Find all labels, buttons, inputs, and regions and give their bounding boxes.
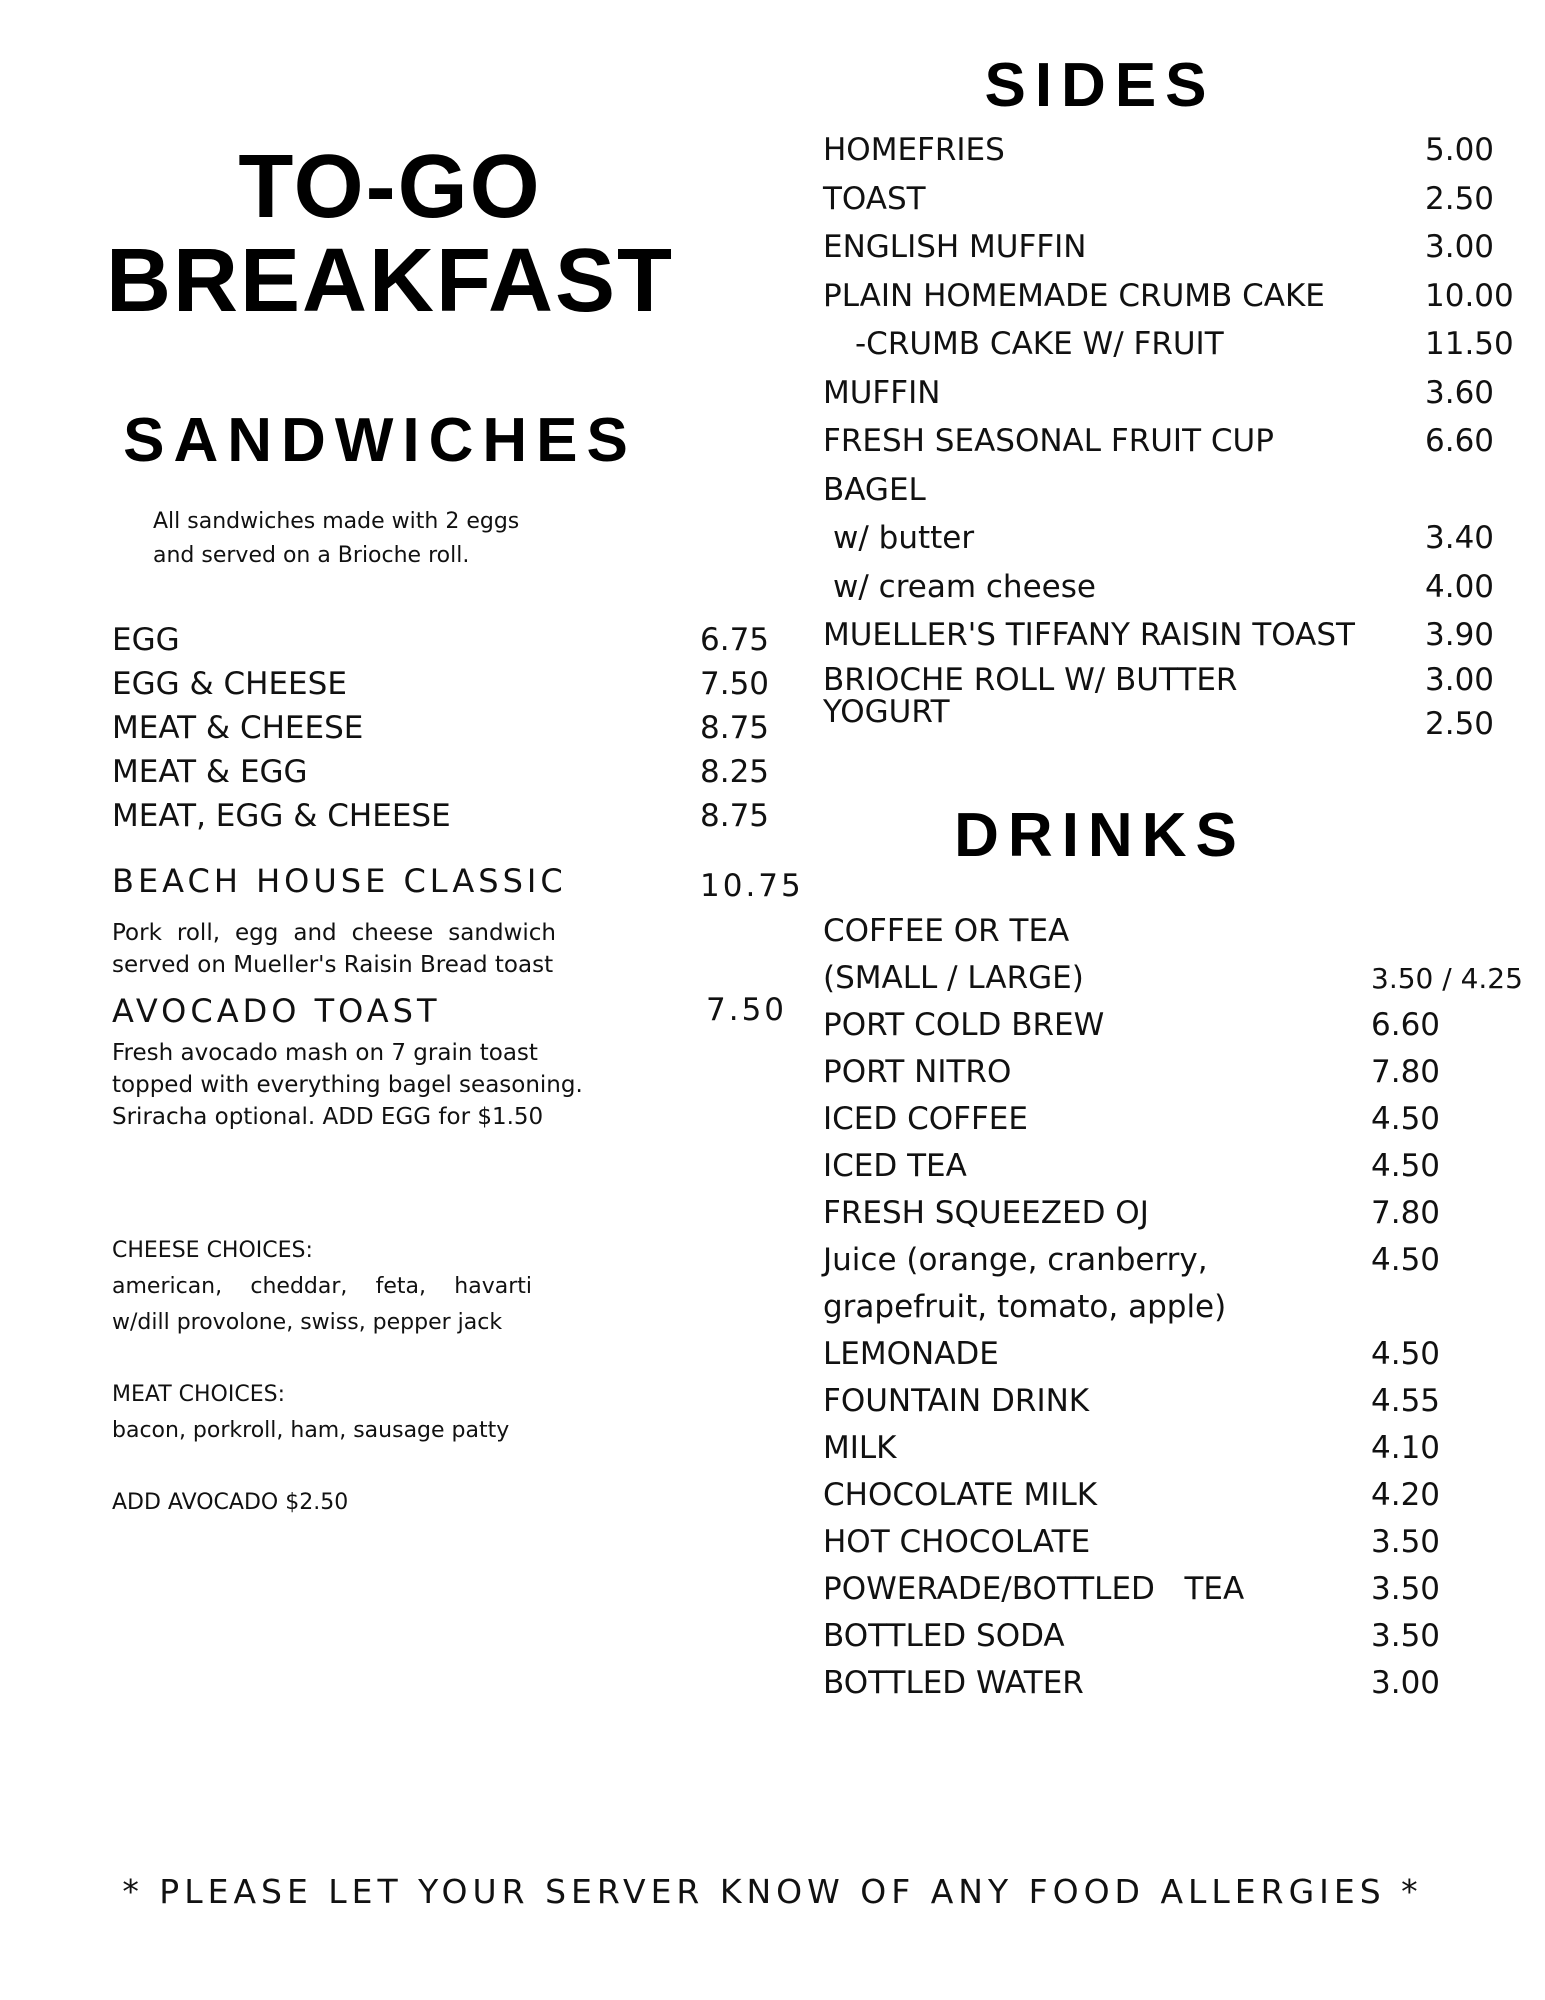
menu-item [823, 1566, 1543, 1613]
avocado-toast-name: AVOCADO TOAST [112, 992, 441, 1030]
item-price: 4.10 [1371, 1430, 1441, 1466]
menu-item [823, 908, 1543, 955]
drinks-list [823, 908, 1543, 1707]
item-price: 3.50 / 4.25 [1371, 962, 1523, 995]
item-name: PLAIN HOMEMADE CRUMB CAKE [823, 277, 1325, 314]
item-price: 4.00 [1425, 568, 1495, 605]
item-name: FOUNTAIN DRINK [823, 1383, 1090, 1419]
menu-item [823, 563, 1543, 612]
menu-item [823, 1002, 1543, 1049]
menu-item [823, 466, 1543, 515]
item-name: EGG & CHEESE [112, 666, 347, 702]
avocado-toast-description [112, 1037, 632, 1133]
item-name: BOTTLED WATER [823, 1665, 1084, 1701]
beach-house-name: BEACH HOUSE CLASSIC [112, 862, 567, 900]
menu-item [823, 369, 1543, 418]
item-name: MUFFIN [823, 374, 941, 411]
item-price: 3.00 [1371, 1665, 1441, 1701]
item-name: POWERADE/BOTTLED TEA [823, 1571, 1245, 1607]
menu-title-line2: BREAKFAST [105, 231, 675, 331]
menu-item [823, 320, 1543, 369]
avocado-desc-line1: Fresh avocado mash on 7 grain toast [112, 1040, 538, 1066]
item-price: 4.50 [1371, 1336, 1441, 1372]
avocado-desc-line2: topped with everything bagel seasoning. [112, 1072, 583, 1098]
meat-choices-label: MEAT CHOICES: [112, 1382, 286, 1407]
menu-item [823, 1425, 1543, 1472]
item-price: 8.75 [700, 710, 770, 746]
menu-item [823, 175, 1543, 224]
item-price: 8.25 [700, 754, 770, 790]
item-price: 6.60 [1425, 423, 1495, 459]
item-price: 3.40 [1425, 520, 1495, 556]
item-name: BOTTLED SODA [823, 1618, 1065, 1654]
item-name: Juice (orange, cranberry, [823, 1242, 1208, 1278]
avocado-toast-price: 7.50 [706, 992, 788, 1028]
item-name: ENGLISH MUFFIN [823, 229, 1087, 265]
menu-item [823, 1190, 1543, 1237]
item-price: 5.00 [1425, 132, 1495, 168]
menu-title [80, 137, 700, 331]
item-price: 7.50 [700, 666, 770, 702]
drinks-heading: DRINKS [954, 801, 1246, 870]
menu-item [112, 794, 792, 838]
item-name: HOT CHOCOLATE [823, 1524, 1091, 1560]
menu-item [823, 955, 1543, 1002]
item-name: LEMONADE [823, 1336, 999, 1372]
menu-item [823, 126, 1543, 175]
menu-item [823, 660, 1543, 698]
item-price: 4.50 [1371, 1148, 1441, 1184]
item-name: TOAST [823, 180, 926, 217]
cheese-choices-label: CHEESE CHOICES: [112, 1238, 313, 1263]
item-price: 6.75 [700, 622, 770, 658]
item-name: PORT NITRO [823, 1054, 1012, 1090]
menu-item [112, 750, 792, 794]
item-name: YOGURT [823, 693, 950, 730]
menu-title-line1: TO-GO [238, 137, 542, 237]
item-name: -CRUMB CAKE W/ FRUIT [855, 326, 1224, 362]
item-price: 8.75 [700, 798, 770, 834]
menu-item [823, 1472, 1543, 1519]
allergy-notice: * PLEASE LET YOUR SERVER KNOW OF ANY FOOD ALLERGIES * [122, 1872, 1423, 1911]
item-price: 4.20 [1371, 1477, 1441, 1513]
sides-list [823, 126, 1543, 742]
beach-house-price: 10.75 [700, 868, 804, 904]
menu-item [112, 662, 792, 706]
spacer [112, 1341, 532, 1377]
item-price: 3.60 [1425, 374, 1495, 411]
item-name: ICED TEA [823, 1148, 967, 1184]
menu-item [823, 1519, 1543, 1566]
item-price: 4.55 [1371, 1383, 1441, 1419]
item-price: 4.50 [1371, 1242, 1441, 1278]
item-name: MUELLER'S TIFFANY RAISIN TOAST [823, 617, 1355, 653]
sandwiches-heading: SANDWICHES [123, 406, 637, 475]
item-name: PORT COLD BREW [823, 1007, 1105, 1043]
item-name: FRESH SEASONAL FRUIT CUP [823, 423, 1274, 459]
sides-heading: SIDES [984, 51, 1216, 120]
beach-house-description: Pork roll, egg and cheese sandwich served on Mueller's Raisin Bread toast [112, 920, 556, 978]
item-name: ICED COFFEE [823, 1101, 1028, 1137]
menu-item [823, 611, 1543, 660]
item-name: MEAT, EGG & CHEESE [112, 798, 451, 834]
item-name: COFFEE OR TEA [823, 913, 1070, 949]
sandwiches-list [112, 618, 792, 838]
meat-choices-text: bacon, porkroll, ham, sausage patty [112, 1418, 510, 1443]
item-price: 4.50 [1371, 1101, 1441, 1137]
item-name: MEAT & CHEESE [112, 710, 364, 746]
item-name: CHOCOLATE MILK [823, 1477, 1098, 1513]
menu-item [823, 1096, 1543, 1143]
item-price: 3.50 [1371, 1571, 1441, 1607]
item-name: MILK [823, 1430, 897, 1466]
item-name: grapefruit, tomato, apple) [823, 1289, 1227, 1325]
item-price: 7.80 [1371, 1195, 1441, 1231]
menu-item [823, 1378, 1543, 1425]
item-name: w/ butter [833, 520, 975, 556]
item-price: 6.60 [1371, 1007, 1441, 1043]
menu-item [823, 1049, 1543, 1096]
sandwiches-note-line2: and served on a Brioche roll. [153, 543, 470, 568]
item-name: w/ cream cheese [833, 568, 1096, 605]
item-price: 3.50 [1371, 1524, 1441, 1560]
add-avocado-note: ADD AVOCADO $2.50 [112, 1490, 349, 1515]
item-name: (SMALL / LARGE) [823, 960, 1084, 996]
item-price: 11.50 [1425, 326, 1514, 362]
menu-item [112, 618, 792, 662]
item-name: BAGEL [823, 471, 926, 508]
item-name: HOMEFRIES [823, 132, 1005, 168]
cheese-choices-text: american, cheddar, feta, havarti w/dill provolone, swiss, pepper jack [112, 1274, 532, 1335]
menu-item [823, 1237, 1543, 1284]
item-name: BRIOCHE ROLL W/ BUTTER [823, 661, 1238, 698]
menu-item [823, 1660, 1543, 1707]
menu-item [823, 514, 1543, 563]
avocado-desc-line3: Sriracha optional. ADD EGG for $1.50 [112, 1104, 544, 1130]
item-name: EGG [112, 622, 180, 658]
spacer [112, 1449, 532, 1485]
item-price: 3.50 [1371, 1618, 1441, 1654]
menu-item [823, 1613, 1543, 1660]
item-price: 2.50 [1425, 180, 1495, 217]
menu-item [823, 1284, 1543, 1331]
item-price: 3.00 [1425, 229, 1495, 265]
menu-item [823, 1143, 1543, 1190]
item-name: MEAT & EGG [112, 754, 308, 790]
choices-block [112, 1233, 532, 1521]
item-price: 3.00 [1425, 661, 1495, 698]
menu-item [823, 417, 1543, 466]
item-name: FRESH SQUEEZED OJ [823, 1195, 1149, 1231]
item-price: 7.80 [1371, 1054, 1441, 1090]
sandwiches-note [153, 505, 593, 573]
menu-item [823, 223, 1543, 272]
item-price: 3.90 [1425, 617, 1495, 653]
menu-item [823, 1331, 1543, 1378]
item-price: 10.00 [1425, 277, 1514, 314]
menu-item [112, 706, 792, 750]
sandwiches-note-line1: All sandwiches made with 2 eggs [153, 509, 520, 534]
item-price: 2.50 [1425, 705, 1495, 742]
menu-item [823, 692, 1543, 742]
menu-item [823, 272, 1543, 321]
